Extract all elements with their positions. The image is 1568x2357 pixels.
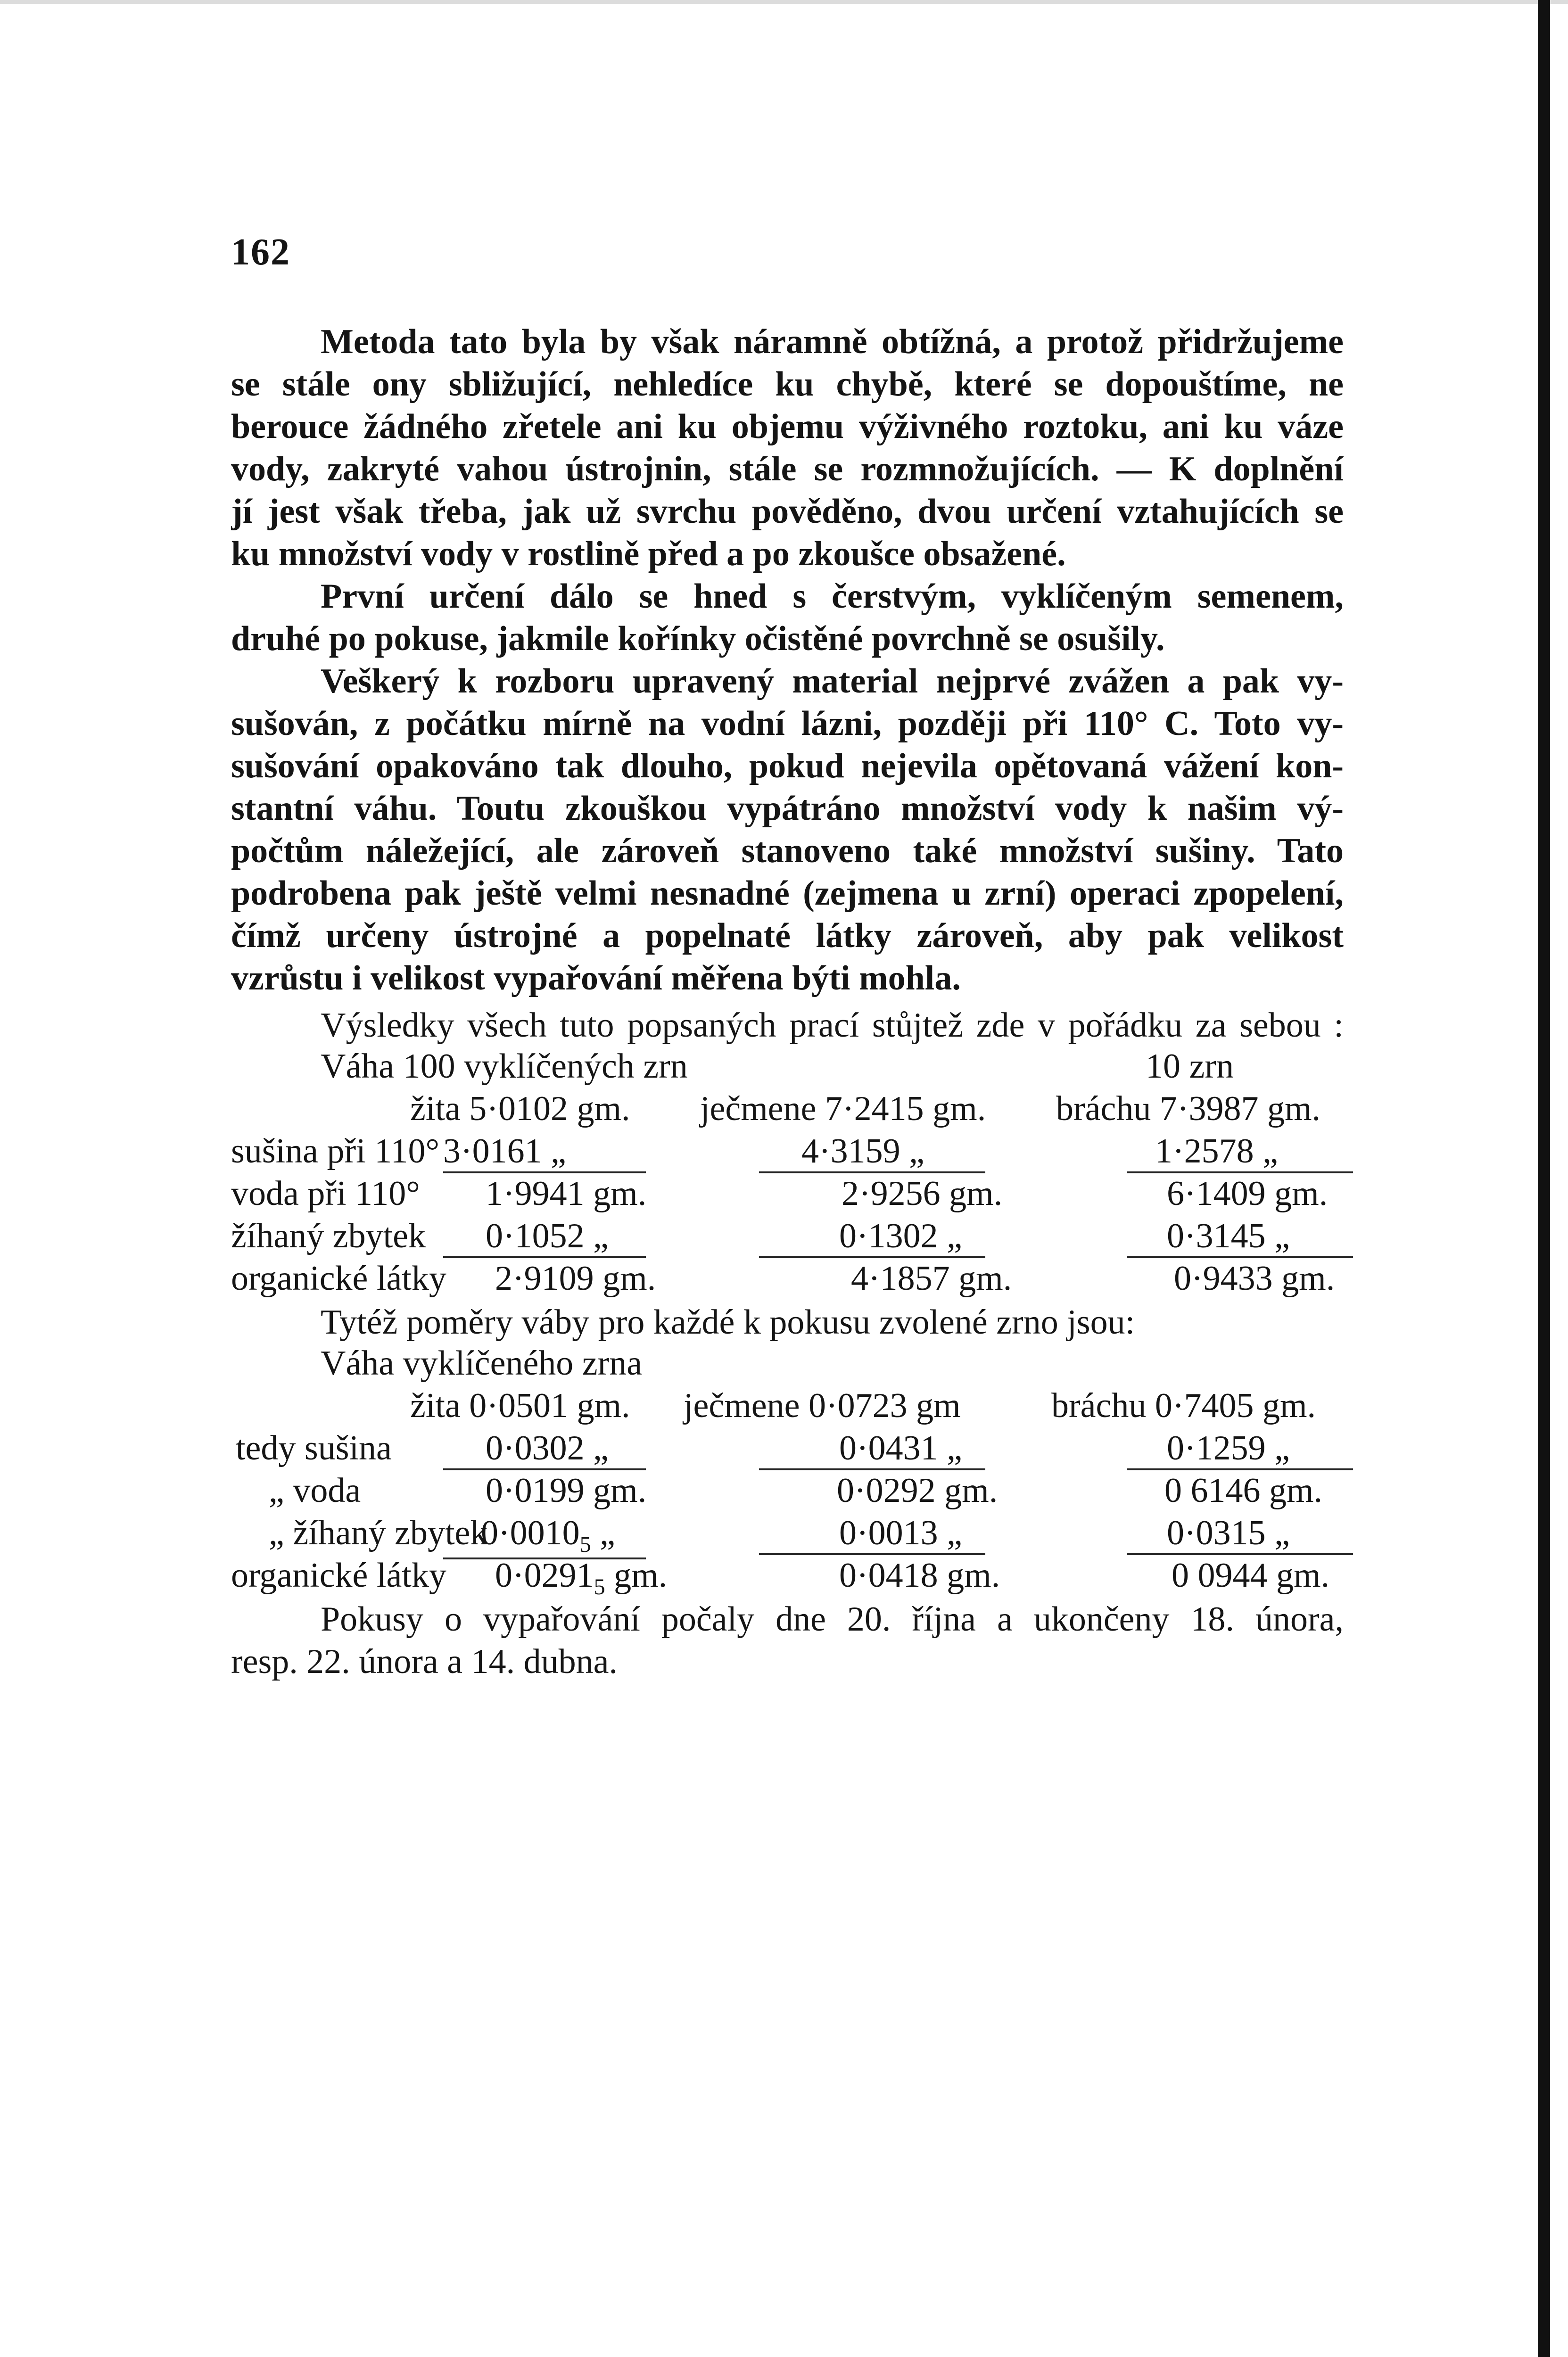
page-number: 162 <box>231 231 290 273</box>
cell-buckwheat: bráchu 7·3987 gm. <box>1056 1089 1321 1128</box>
text-line: stantní váhu. Toutu zkouškou vypátráno množství vody k našim vý- <box>231 789 1344 828</box>
text-line: Metoda tato byla by však náramně obtížná, a protož přidržujeme <box>321 322 1344 361</box>
table-row <box>231 1513 1353 1556</box>
cell-barley: ječmene 7·2415 gm. <box>700 1089 986 1128</box>
cell-buckwheat: 1·2578 „ <box>1127 1131 1353 1173</box>
cell-rye: 0·0302 „ <box>443 1428 646 1470</box>
paragraph-2 <box>231 575 1344 660</box>
ratios-intro <box>231 1301 1344 1343</box>
paragraph-3 <box>231 660 1344 999</box>
row-label: voda při 110° <box>231 1174 420 1213</box>
text-line: Tytéž poměry váby pro každé k pokusu zvolené zrno jsou: <box>321 1303 1135 1342</box>
cell-buckwheat: 0·9433 gm. <box>1174 1259 1335 1298</box>
table-header-left: Váha vyklíčeného zrna <box>321 1344 643 1383</box>
scan-top-edge <box>0 0 1568 4</box>
cell-buckwheat: 0 6146 gm. <box>1164 1471 1323 1510</box>
closing-paragraph <box>231 1598 1344 1683</box>
text-line: podrobena pak ještě velmi nesnadné (zejmena u zrní) operaci zpopelení, <box>231 874 1344 913</box>
cell-buckwheat: 6·1409 gm. <box>1167 1174 1328 1213</box>
text-line: Výsledky všech tuto popsaných prací stůjtež zde v pořádku za sebou : <box>321 1006 1344 1045</box>
cell-rye <box>443 1513 646 1559</box>
table-row <box>231 1259 1353 1301</box>
cell-rye-value: 0·0291 <box>495 1556 594 1595</box>
cell-rye-unit: gm. <box>605 1556 668 1595</box>
results-intro <box>231 1004 1344 1047</box>
text-line: Veškerý k rozboru upravený material nejprvé zvážen a pak vy- <box>321 662 1344 701</box>
text-line: První určení dálo se hned s čerstvým, vyklíčeným semenem, <box>321 577 1344 616</box>
cell-rye: 0·0199 gm. <box>486 1471 647 1510</box>
table-row <box>231 1174 1353 1216</box>
cell-barley: 4·3159 „ <box>759 1131 985 1173</box>
table-row <box>231 1428 1353 1471</box>
cell-rye: 3·0161 „ <box>443 1131 646 1173</box>
cell-barley: 0·0431 „ <box>759 1428 985 1470</box>
cell-rye: 0·1052 „ <box>443 1216 646 1258</box>
table-row <box>231 1089 1353 1131</box>
scan-right-edge <box>1538 0 1550 2357</box>
row-label: sušina při 110° <box>231 1132 440 1170</box>
cell-barley: 2·9256 gm. <box>842 1174 1003 1213</box>
text-line: počtům náležející, ale zároveň stanoveno také množství sušiny. Tato <box>231 832 1344 870</box>
table-row <box>231 1131 1353 1174</box>
cell-rye: 1·9941 gm. <box>486 1174 647 1213</box>
text-line: jí jest však třeba, jak už svrchu pověděno, dvou určení vztahujících se <box>231 492 1344 531</box>
text-line: sušován, z počátku mírně na vodní lázni, později při 110° C. Toto vy- <box>231 704 1344 743</box>
cell-rye-subscript: 5 <box>579 1532 591 1557</box>
cell-barley: ječmene 0·0723 gm <box>684 1386 961 1425</box>
cell-buckwheat: bráchu 0·7405 gm. <box>1051 1386 1316 1425</box>
table-header-right: 10 zrn <box>1146 1047 1234 1086</box>
results-table-100-grains <box>231 1047 1353 1301</box>
row-label: žíhaný zbytek <box>231 1217 426 1255</box>
cell-buckwheat: 0·0315 „ <box>1127 1513 1353 1555</box>
cell-rye: žita 0·0501 gm. <box>410 1386 630 1425</box>
text-line: sušování opakováno tak dlouho, pokud nejevila opětovaná vážení kon- <box>231 747 1344 785</box>
table-row <box>231 1216 1353 1259</box>
text-line: druhé po pokuse, jakmile kořínky očistěné povrchně se osušily. <box>231 619 1165 658</box>
cell-barley: 0·0013 „ <box>759 1513 985 1555</box>
paragraph-1 <box>231 321 1344 575</box>
table-row <box>231 1556 1353 1598</box>
row-label: organické látky <box>231 1259 446 1298</box>
cell-rye: žita 5·0102 gm. <box>410 1089 630 1128</box>
table-header-left: Váha 100 vyklíčených zrn <box>321 1047 688 1086</box>
text-line: resp. 22. února a 14. dubna. <box>231 1642 618 1681</box>
text-line: ku množství vody v rostlině před a po zkoušce obsažené. <box>231 535 1066 573</box>
cell-rye-unit: „ <box>591 1514 616 1552</box>
row-label: tedy sušina <box>236 1429 392 1467</box>
cell-buckwheat: 0·1259 „ <box>1127 1428 1353 1470</box>
table-header <box>231 1343 1353 1386</box>
text-line: se stále ony sbližující, nehledíce ku chybě, které se dopouštíme, ne <box>231 365 1344 404</box>
row-label: „ voda <box>269 1471 361 1510</box>
text-line: vzrůstu i velikost vypařování měřena býti mohla. <box>231 959 961 997</box>
row-label: organické látky <box>231 1556 446 1595</box>
table-header <box>231 1047 1353 1089</box>
cell-barley: 0·1302 „ <box>759 1216 985 1258</box>
text-line: Pokusy o vypařování počaly dne 20. října a ukončeny 18. února, <box>321 1600 1344 1639</box>
table-row <box>231 1471 1353 1513</box>
cell-buckwheat: 0·3145 „ <box>1127 1216 1353 1258</box>
cell-rye <box>495 1556 667 1600</box>
cell-rye-subscript: 5 <box>594 1574 605 1599</box>
cell-rye-value: 0·0010 <box>481 1514 580 1552</box>
cell-rye: 2·9109 gm. <box>495 1259 656 1298</box>
cell-buckwheat: 0 0944 gm. <box>1172 1556 1330 1595</box>
cell-barley: 0·0418 gm. <box>839 1556 1000 1595</box>
text-line: berouce žádného zřetele ani ku objemu výživného roztoku, ani ku váze <box>231 407 1344 446</box>
table-row <box>231 1386 1353 1428</box>
row-label: „ žíhaný zbytek <box>269 1514 488 1552</box>
text-line: čímž určeny ústrojné a popelnaté látky zároveň, aby pak velikost <box>231 916 1344 955</box>
cell-barley: 0·0292 gm. <box>837 1471 998 1510</box>
cell-barley: 4·1857 gm. <box>851 1259 1012 1298</box>
text-line: vody, zakryté vahou ústrojnin, stále se rozmnožujících. — K doplnění <box>231 450 1344 488</box>
results-table-single-grain <box>231 1343 1353 1598</box>
